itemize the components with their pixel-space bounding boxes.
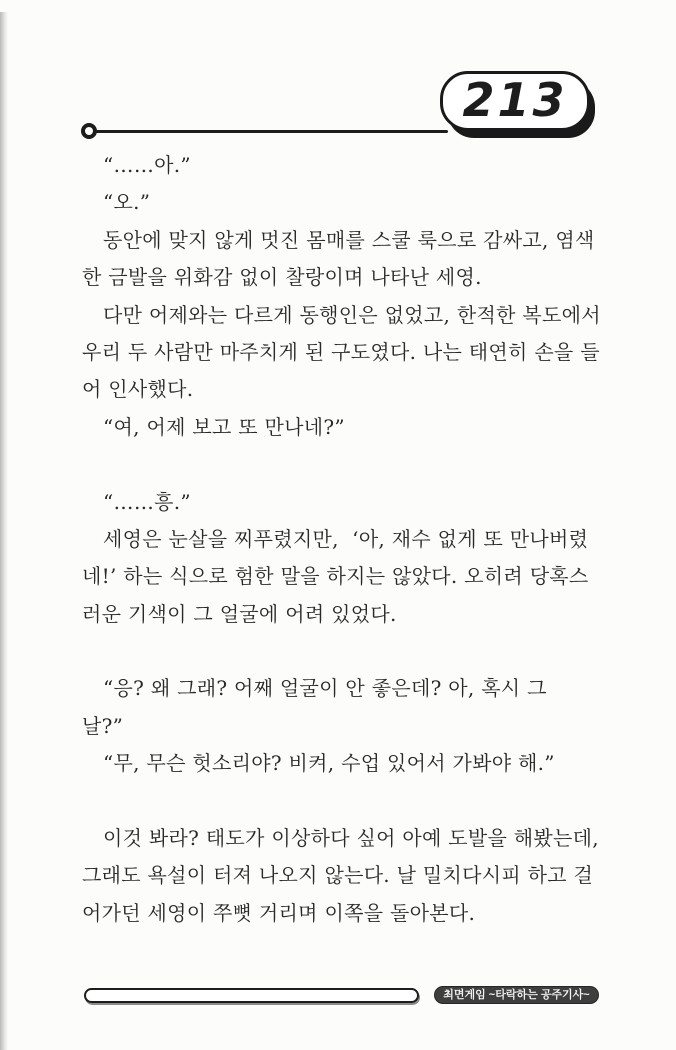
series-title: 최면게임 ~타락하는 공주기사~ xyxy=(443,988,590,1001)
blank-line xyxy=(82,446,613,483)
header-rule xyxy=(93,130,448,133)
text-line: 날?” xyxy=(82,713,124,738)
text-line: “응? 왜 그래? 어째 얼굴이 안 좋은데? 아, 혹시 그 xyxy=(103,676,547,701)
text-line: “……흥.” xyxy=(103,489,191,514)
text-line: 동안에 맞지 않게 멋진 몸매를 스쿨 룩으로 감싸고, 염색 xyxy=(103,227,595,252)
blank-line xyxy=(82,783,613,820)
text-line: 어 인사했다. xyxy=(82,377,194,402)
text-line: 한 금발을 위화감 없이 찰랑이며 나타난 세영. xyxy=(82,265,482,290)
text-line: 다만 어제와는 다르게 동행인은 없었고, 한적한 복도에서 xyxy=(103,302,601,327)
blank-line xyxy=(82,633,613,670)
text-line: 러운 기색이 그 얼굴에 어려 있었다. xyxy=(82,601,397,626)
text-line: “무, 무슨 헛소리야? 비켜, 수업 있어서 가봐야 해.” xyxy=(103,751,555,776)
series-title-badge xyxy=(434,986,599,1004)
page-edge-shadow xyxy=(0,12,8,1050)
text-line: 우리 두 사람만 마주치게 된 구도였다. 나는 태연히 손을 들 xyxy=(82,339,600,364)
page-number-capsule xyxy=(440,71,590,131)
text-line: 어가던 세영이 쭈뼛 거리며 이쪽을 돌아본다. xyxy=(82,900,476,925)
text-line: “여, 어제 보고 또 만나네?” xyxy=(103,414,345,439)
text-line: 이것 봐라? 태도가 이상하다 싶어 아예 도발을 해봤는데, xyxy=(103,826,599,851)
body-text xyxy=(82,147,613,932)
text-line: “……아.” xyxy=(103,153,191,177)
text-line: 세영은 눈살을 찌푸렸지만, ‘아, 재수 없게 또 만나버렸 xyxy=(103,526,589,551)
footer-pill xyxy=(84,988,419,1003)
text-line: 네!’ 하는 식으로 험한 말을 하지는 않았다. 오히려 당혹스 xyxy=(82,564,589,589)
text-line: 그래도 욕설이 터져 나오지 않는다. 날 밀치다시피 하고 걸 xyxy=(82,863,594,888)
page-number: 213 xyxy=(462,73,568,127)
text-line: “오.” xyxy=(103,190,151,215)
